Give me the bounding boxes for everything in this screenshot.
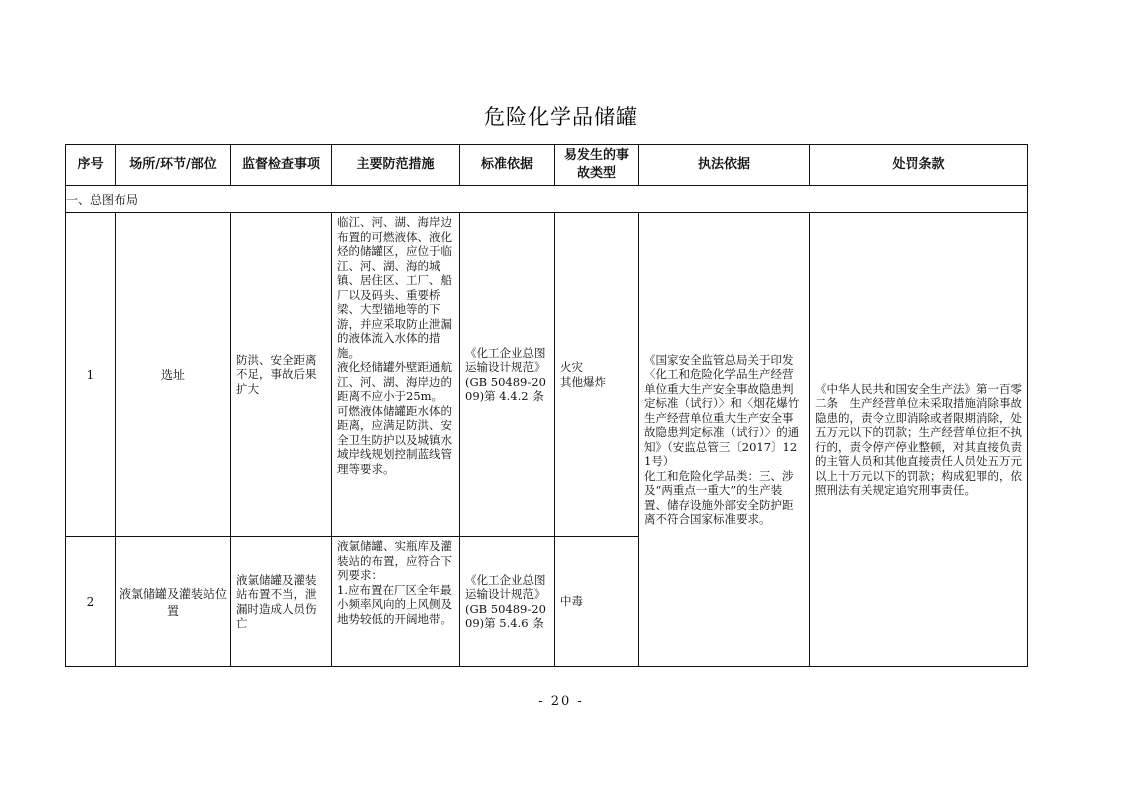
row-standard: 《化工企业总图运输设计规范》(GB 50489-2009)第 4.4.2 条 — [460, 213, 555, 537]
row-seq: 2 — [66, 537, 116, 667]
section-row — [66, 186, 1028, 213]
header-accident-type — [555, 145, 639, 186]
row-measures: 临江、河、湖、海岸边布置的可燃液体、液化烃的储罐区，应位于临江、河、湖、海的城镇、居住区、工厂、船厂以及码头、重要桥梁、大型锚地等的下游，并应采取防止泄漏的液体流入水体的措施。 液化烃储罐外壁距通航江、河、湖、海岸边的距离不应小于25m。 可燃液体储罐距水体的距离，应满足防洪、安全卫生防护以及城镇水域岸线规划控制蓝线管理等要求。 — [332, 213, 460, 537]
header-seq: 序号 — [66, 145, 116, 186]
row-accident-type: 火灾 其他爆炸 — [555, 213, 639, 537]
page-title: 危险化学品储罐 — [484, 105, 638, 129]
page-number: - 20 - — [538, 694, 584, 709]
header-law: 执法依据 — [639, 145, 810, 186]
row-standard: 《化工企业总图运输设计规范》(GB 50489-2009)第 5.4.6 条 — [460, 537, 555, 667]
header-accident-line1: 易发生的事 — [563, 148, 629, 163]
penalty-clause: 《中华人民共和国安全生产法》第一百零二条 生产经营单位未采取措施消除事故隐患的，责令立即消除或者限期消除，处五万元以下的罚款；生产经营单位拒不执行的，责令停产停业整顿，对其直接负责的主管人员和其他直接责任人员处五万元以上十万元以下的罚款；构成犯罪的，依照刑法有关规定追究刑事责任。 — [810, 213, 1028, 667]
row-inspection: 液氯储罐及灌装站布置不当，泄漏时造成人员伤亡 — [231, 537, 332, 667]
regulation-table — [65, 144, 1028, 667]
row-measures: 液氯储罐、实瓶库及灌装站的布置，应符合下列要求： 1.应布置在厂区全年最小频率风向的上风侧及地势较低的开阔地带。 — [332, 537, 460, 667]
header-accident-line2: 故类型 — [576, 166, 616, 181]
row-location: 选址 — [116, 213, 231, 537]
header-location: 场所/环节/部位 — [116, 145, 231, 186]
table-row — [66, 213, 1028, 537]
header-standard: 标准依据 — [460, 145, 555, 186]
section-title: 一、总图布局 — [66, 186, 1028, 213]
row-inspection: 防洪、安全距离不足，事故后果扩大 — [231, 213, 332, 537]
header-penalty: 处罚条款 — [810, 145, 1028, 186]
header-row — [66, 145, 1028, 186]
row-location: 液氯储罐及灌装站位置 — [116, 537, 231, 667]
row-accident-type: 中毒 — [555, 537, 639, 667]
row-seq: 1 — [66, 213, 116, 537]
header-inspection: 监督检查事项 — [231, 145, 332, 186]
header-measures: 主要防范措施 — [332, 145, 460, 186]
law-basis: 《国家安全监管总局关于印发〈化工和危险化学品生产经营单位重大生产安全事故隐患判定标准（试行）〉和〈烟花爆竹生产经营单位重大生产安全事故隐患判定标准（试行）〉的通知》（安监总管三〔2017〕121号） 化工和危险化学品类：三、涉及“两重点一重大”的生产装置、储存设施外部安全防护距离不符合国家标准要求。 — [639, 213, 810, 667]
